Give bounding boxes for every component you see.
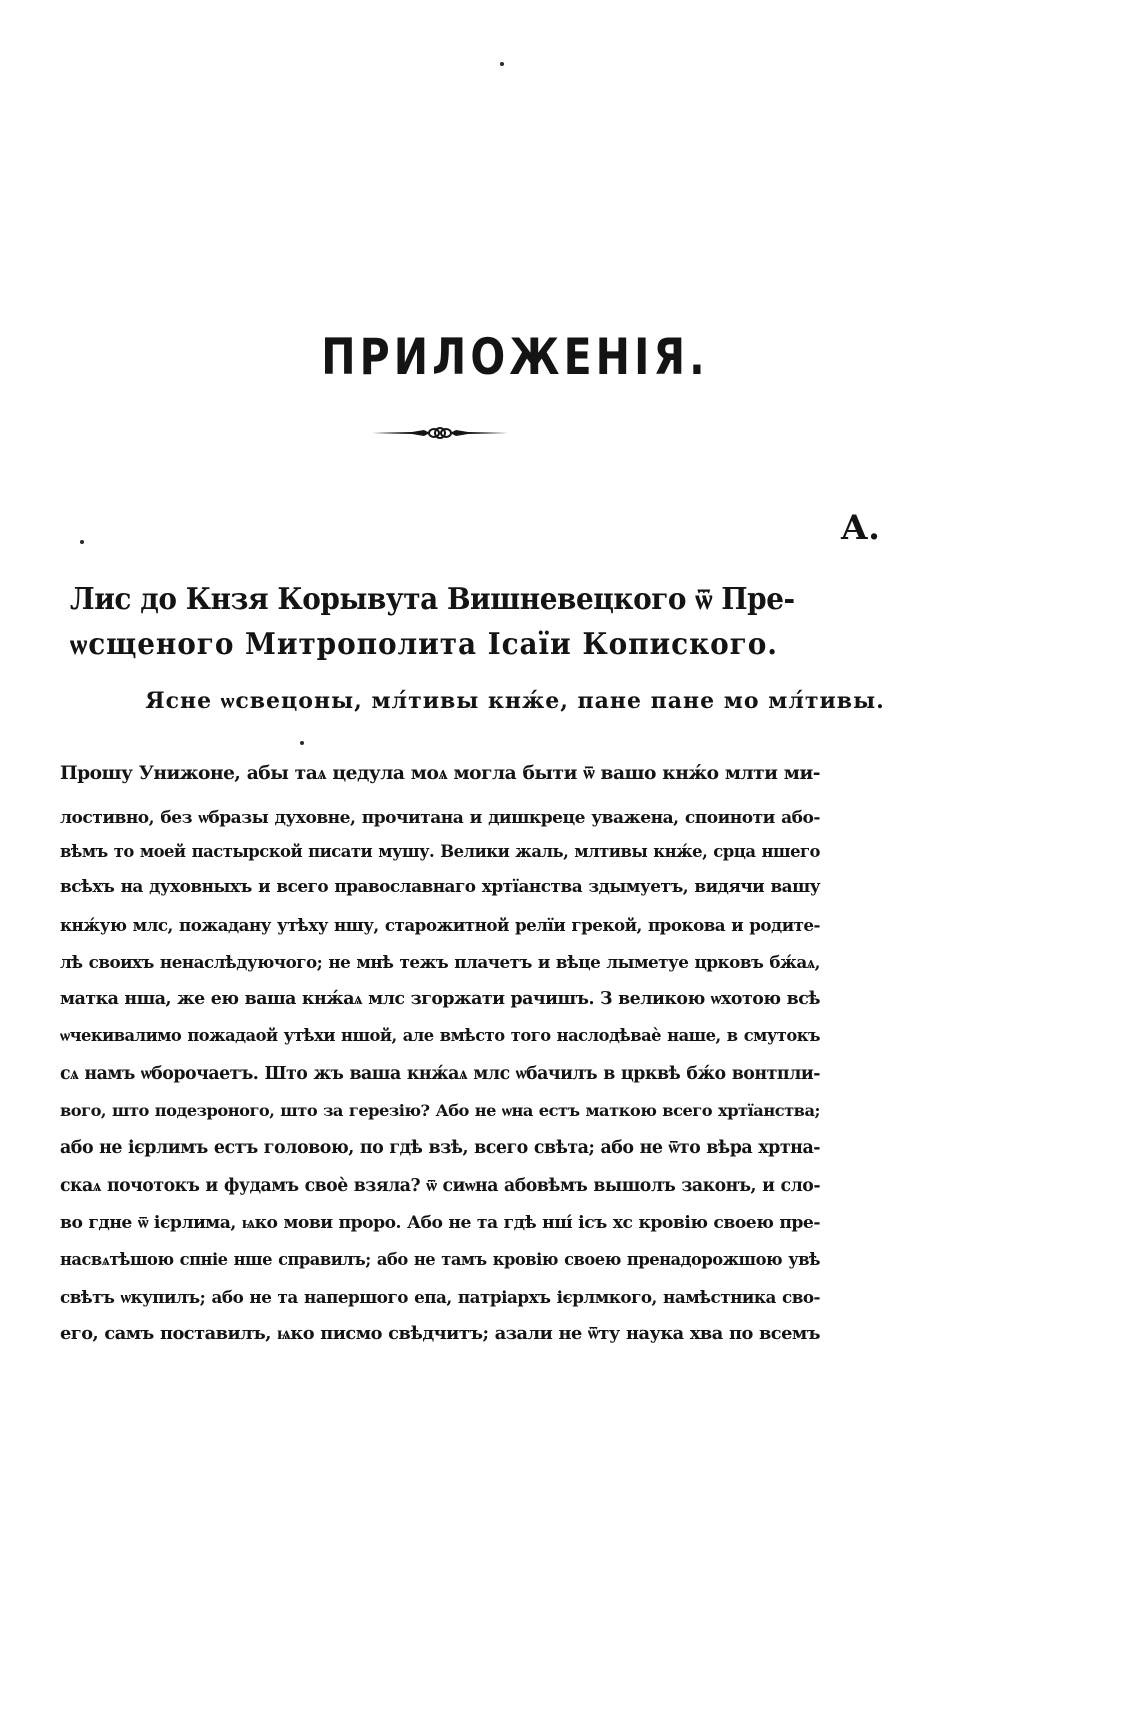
heading-line-1: Лис до Кнзя Корывута Вишневецкого ѿ Пре- xyxy=(70,582,795,617)
body-line: насвѧтѣшою спніе нше справилъ; або не тамъ кровію своею пренадорожшою увѣ xyxy=(60,1250,820,1269)
heading-line-2: ѡсщеного Митрополита Ісаїи Копиского. xyxy=(70,627,778,662)
scan-speck xyxy=(300,741,304,745)
body-line: матка нша, же ею ваша кнж́аѧ млс згоржати рачишъ. З великою ѡхотою всѣ xyxy=(60,989,820,1009)
scan-speck xyxy=(500,62,504,66)
body-line: кнж́ую млс, пожадану утѣху ншу, старожитной релїи грекой, прокова и родите- xyxy=(60,915,820,935)
body-line: его, самъ поставилъ, ѩко писмо свѣдчитъ; азали не ѿту наука хва по всемъ xyxy=(60,1323,820,1344)
body-line: вѣмъ то моей пастырской писати мушу. Велики жаль, млтивы кнж́е, срца ншего xyxy=(60,842,820,861)
body-line: всѣхъ на духовныхъ и всего православнаго хртїанства здымуетъ, видячи вашу xyxy=(60,876,820,896)
page-title: ПРИЛОЖЕНІЯ. xyxy=(321,328,709,386)
body-line: або не ієрлимъ естъ головою, по гдѣ взѣ, всего свѣта; або не ѿто вѣра хртна- xyxy=(60,1138,820,1158)
body-line: лостивно, без ѡбразы духовне, прочитана и дишкреце уважена, споиноти або- xyxy=(60,808,820,828)
scan-speck xyxy=(80,540,84,544)
section-letter: А. xyxy=(840,508,880,548)
ornament-divider xyxy=(372,424,508,442)
salutation: Ясне ѡсвецоны, мл́тивы кнж́е, пане пане мо мл́тивы. xyxy=(145,688,885,714)
body-line: во гдне ѿ ієрлима, ѩко мови проро. Або не та гдѣ нш́ ісъ хс кровію своею пре- xyxy=(60,1213,820,1233)
body-line: сѧ намъ ѡборочаетъ. Што жъ ваша кнж́аѧ млс ѡбачилъ в црквѣ бж́о вонтпли- xyxy=(60,1064,820,1084)
body-line: ѡчекивалимо пожадаой утѣхи ншой, але вмѣсто того наслодѣваѐ наше, в смутокъ xyxy=(60,1026,820,1045)
body-line: свѣтъ ѡкупилъ; або не та напершого епа, патріархъ ієрлмкого, намѣстника сво- xyxy=(60,1287,820,1307)
body-line: Прошу Унижоне, абы таѧ цедула моѧ могла быти ѿ вашо кнж́о млти ми- xyxy=(60,763,820,784)
body-line: вого, што подезроного, што за герезію? Або не ѡна естъ маткою всего хртїанства; xyxy=(60,1101,820,1120)
body-line: скаѧ почотокъ и фудамъ своѐ взяла? ѿ сиѡна абовѣмъ вышолъ законъ, и сло- xyxy=(60,1176,820,1196)
body-line: лѣ своихъ ненаслѣдуючого; не мнѣ тежъ плачетъ и вѣце лыметуе црковъ бж́аѧ, xyxy=(60,952,820,972)
